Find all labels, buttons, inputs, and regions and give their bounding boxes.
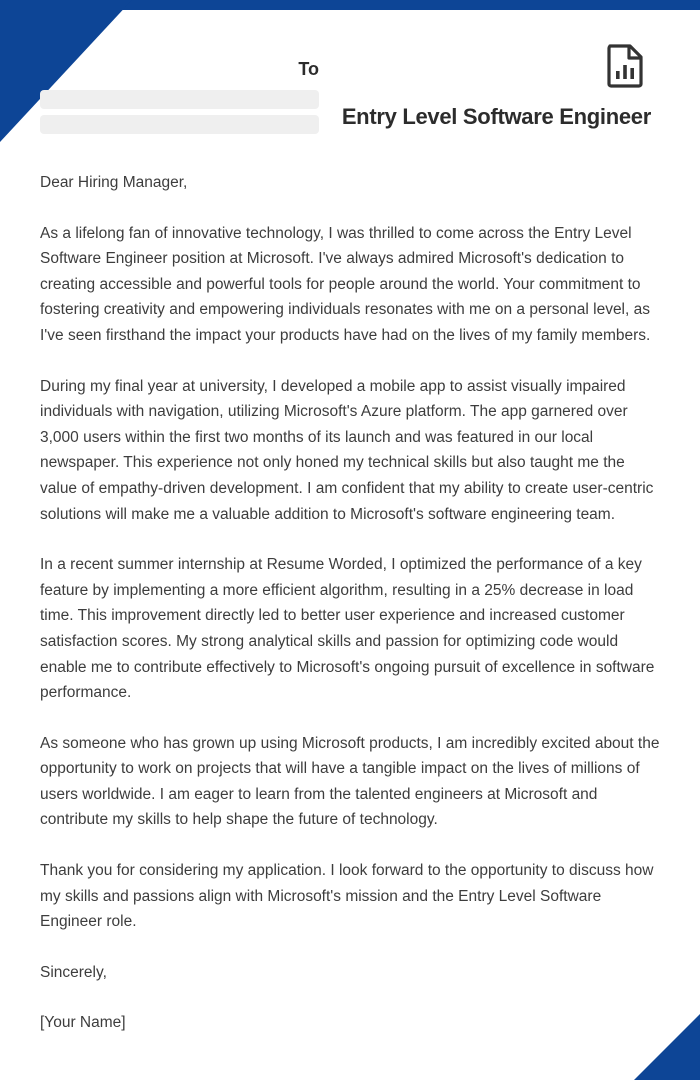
document-title: Entry Level Software Engineer [341,104,651,129]
letter-paragraph: As someone who has grown up using Microsoft products, I am incredibly excited about the opportunity to work on projects that will have a tangible impact on the lives of millions of users worldwide. I am eager to learn from the talented engineers at Microsoft and contribute my skills to help shape the future of technology. [40,734,660,829]
letter-closing: Sincerely, [40,963,107,981]
letter-body [40,170,662,1036]
document-chart-icon [606,44,644,88]
letter-greeting: Dear Hiring Manager, [40,174,188,191]
letter-paragraph: As a lifelong fan of innovative technology, I was thrilled to come across the Entry Level Software Engineer position at Microsoft. I've always admired Microsoft's dedication to creating accessible and powerful tools for people around the world. Your commitment to fostering creativity and empowering individuals resonates with me on a personal level, as I've seen firsthand the impact your products have had on the lives of my family members. [40,224,651,344]
recipient-label: To [298,59,319,79]
recipient-line-placeholder [40,115,319,134]
letter-signature: [Your Name] [40,1014,126,1032]
letter-paragraph: In a recent summer internship at Resume Worded, I optimized the performance of a key feature by implementing a more efficient algorithm, resulting in a 25% decrease in load time. This improvement directly led to better user experience and increased customer satisfaction scores. My strong analytical skills and passion for optimizing code would enable me to contribute effectively to Microsoft's ongoing pursuit of excellence in software performance. [40,556,655,702]
letter-paragraph: During my final year at university, I developed a mobile app to assist visually impaired individuals with navigation, utilizing Microsoft's Azure platform. The app garnered over 3,000 users within the first two months of its launch and was featured in our local newspaper. This experience not only honed my technical skills but also taught me the value of empathy-driven development. I am confident that my ability to create user-centric solutions will make me a valuable addition to Microsoft's software engineering team. [40,377,654,523]
letter-paragraph: Thank you for considering my application. I look forward to the opportunity to discuss how my skills and passions align with Microsoft's mission and the Entry Level Software Engineer role. [40,862,654,931]
recipient-line-placeholder [40,90,319,109]
